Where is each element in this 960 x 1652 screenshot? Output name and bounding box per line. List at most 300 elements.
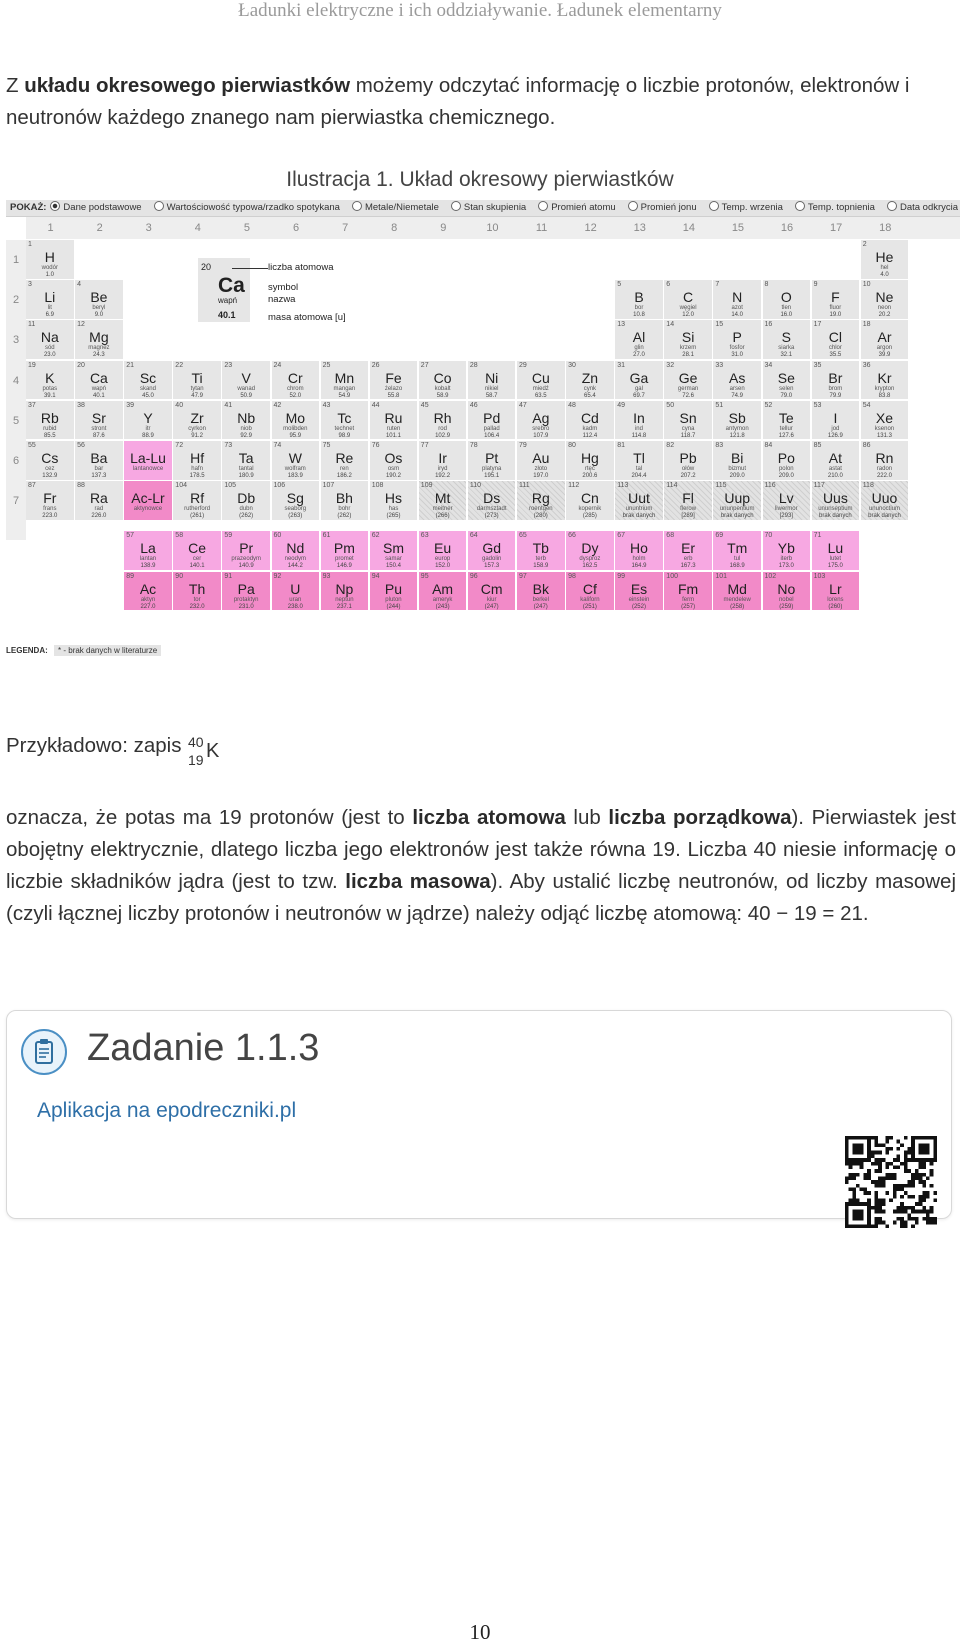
element-atomic-number: 57 — [126, 532, 134, 540]
element-symbol: W — [288, 450, 302, 466]
element-atomic-number: 34 — [764, 361, 773, 369]
element-atomic-number: 71 — [813, 532, 822, 540]
key-pointer-line — [232, 268, 268, 269]
element-mass: 183.9 — [287, 473, 303, 479]
element-mass: 45.0 — [142, 392, 154, 399]
element-cell — [664, 280, 713, 320]
element-mass: 232.0 — [189, 603, 205, 610]
element-mass: (252) — [631, 603, 646, 610]
element-mass: (262) — [337, 513, 352, 520]
element-symbol: Dy — [581, 540, 599, 557]
element-atomic-number: 80 — [568, 442, 576, 449]
element-name: ununpentium — [719, 506, 755, 513]
toolbar-radio-option[interactable]: Temp. topnienia — [795, 202, 875, 213]
group-number: 7 — [342, 222, 349, 234]
element-mass: 10.8 — [633, 312, 645, 319]
element-atomic-number: 109 — [420, 482, 433, 490]
element-mass: (263) — [288, 513, 303, 520]
element-name: gal — [634, 385, 643, 392]
element-symbol: Pb — [679, 450, 697, 466]
element-cell — [861, 481, 910, 521]
element-atomic-number: 53 — [813, 401, 822, 409]
element-symbol: Rf — [190, 490, 205, 507]
element-symbol: Xe — [875, 409, 894, 426]
element-atomic-number: 91 — [224, 572, 233, 580]
element-atomic-number: 100 — [666, 572, 678, 580]
element-name: aktyn — [140, 596, 156, 603]
element-mass: 178.5 — [189, 473, 205, 479]
element-atomic-number: 98 — [568, 572, 576, 580]
key-name: wapń — [218, 296, 238, 305]
element-atomic-number: 49 — [617, 401, 625, 409]
element-symbol: K — [206, 740, 220, 762]
element-mass: 112.4 — [582, 432, 598, 439]
element-atomic-number: 89 — [126, 572, 134, 580]
element-name: tal — [635, 466, 643, 472]
element-name: ołów — [681, 466, 695, 472]
element-atomic-number: 41 — [224, 401, 233, 409]
element-name: protaktyn — [233, 596, 259, 603]
element-symbol: Ga — [629, 369, 649, 386]
element-cell — [861, 320, 910, 360]
element-cell — [615, 320, 664, 360]
element-symbol: Hf — [190, 450, 205, 466]
element-symbol: Ds — [483, 490, 501, 507]
element-cell — [763, 320, 812, 360]
element-cell — [173, 572, 222, 612]
element-cell — [173, 481, 222, 521]
element-name: chrom — [286, 385, 304, 392]
toolbar-radio-option[interactable]: Promień jonu — [628, 202, 697, 213]
bold-term: liczba porządkowa — [608, 806, 792, 829]
element-mass: brak danych — [720, 513, 754, 520]
element-name: brom — [828, 385, 843, 392]
element-name: rad — [94, 506, 104, 513]
element-cell — [173, 401, 222, 441]
element-atomic-number: 52 — [764, 401, 773, 409]
element-symbol: Eu — [434, 540, 452, 557]
element-symbol: Gd — [482, 540, 502, 557]
element-symbol: Ne — [875, 289, 894, 306]
element-atomic-number: 88 — [77, 482, 85, 490]
element-cell — [26, 320, 75, 360]
element-cell — [566, 481, 615, 521]
element-atomic-number: 27 — [420, 361, 429, 369]
element-mass: 186.2 — [336, 473, 352, 479]
toolbar-radio-option[interactable]: Dane podstawowe — [50, 202, 141, 213]
element-name: tul — [734, 556, 741, 563]
toolbar-radio-option[interactable]: Temp. wrzenia — [709, 202, 783, 213]
element-mass: 127.6 — [778, 432, 794, 439]
element-atomic-number: 24 — [273, 361, 282, 369]
toolbar-radio-option[interactable]: Data odkrycia — [887, 202, 958, 213]
body-text: lub — [565, 806, 609, 829]
element-name: neon — [877, 305, 892, 312]
element-mass: 24.3 — [93, 352, 105, 359]
element-mass: 222.0 — [876, 473, 892, 479]
element-atomic-number: 118 — [862, 482, 874, 490]
element-mass: 210.0 — [827, 473, 843, 479]
element-name: ksenon — [874, 425, 895, 432]
element-cell — [75, 401, 124, 441]
element-mass: 20.2 — [878, 312, 891, 319]
element-mass: (261) — [190, 513, 205, 520]
toolbar-radio-option[interactable]: Wartościowość typowa/rzadko spotykana — [154, 202, 340, 213]
element-cell — [812, 401, 861, 441]
element-atomic-number: 108 — [371, 482, 384, 490]
element-cell — [272, 441, 321, 481]
element-name: srebro — [532, 425, 550, 432]
element-symbol: Sb — [728, 409, 746, 426]
element-cell — [26, 280, 75, 320]
element-cell — [173, 531, 222, 571]
element-symbol: Hg — [580, 450, 599, 466]
period-header-column — [6, 240, 26, 540]
element-atomic-number: 17 — [813, 321, 822, 329]
element-name: bor — [634, 305, 644, 312]
element-cell — [615, 361, 664, 401]
element-key — [198, 258, 360, 322]
element-mass: 131.3 — [876, 432, 892, 439]
element-name: samar — [385, 556, 402, 563]
element-cell — [517, 572, 566, 612]
element-mass: 231.0 — [238, 603, 254, 610]
element-mass: 192.2 — [435, 473, 451, 479]
element-atomic-number: 39 — [126, 401, 134, 409]
element-cell — [222, 572, 271, 612]
element-mass: (257) — [681, 603, 696, 610]
element-cell — [615, 531, 664, 571]
element-mass: 74.9 — [731, 392, 744, 399]
element-mass: 23.0 — [43, 352, 56, 359]
element-mass: 27.0 — [633, 352, 645, 359]
element-mass: brak danych — [868, 513, 901, 520]
element-symbol: H — [44, 249, 55, 265]
element-name: german — [677, 385, 699, 392]
element-cell — [173, 361, 222, 401]
element-symbol: Fr — [43, 490, 57, 507]
table-legend — [6, 645, 161, 656]
element-symbol: K — [45, 369, 55, 386]
element-mass: 164.9 — [631, 563, 647, 570]
app-link[interactable]: Aplikacja na epodreczniki.pl — [37, 1099, 297, 1122]
element-mass: 39.1 — [43, 392, 56, 399]
element-cell — [124, 572, 173, 612]
element-name: has — [388, 506, 399, 513]
element-mass: (243) — [435, 603, 450, 610]
element-atomic-number: 93 — [322, 572, 331, 580]
element-name: technet — [334, 425, 355, 432]
element-cell — [419, 531, 468, 571]
toolbar-radio-option[interactable]: Promień atomu — [538, 202, 615, 213]
element-name: rubid — [43, 425, 57, 432]
element-symbol: P — [732, 329, 742, 346]
element-name: tor — [193, 596, 201, 603]
element-name: gadolin — [482, 556, 502, 563]
element-atomic-number: 42 — [273, 401, 282, 409]
element-atomic-number: 58 — [175, 532, 184, 540]
element-atomic-number: 30 — [568, 361, 576, 369]
element-symbol: Y — [143, 409, 153, 426]
element-mass: 54.9 — [338, 392, 351, 399]
element-cell — [566, 401, 615, 441]
element-mass: 9.0 — [94, 312, 104, 319]
element-mass: (251) — [582, 603, 597, 610]
element-cell — [713, 401, 762, 441]
element-symbol: He — [875, 249, 894, 265]
element-symbol: Ca — [89, 369, 108, 386]
element-cell — [861, 361, 910, 401]
element-name: argon — [876, 345, 893, 352]
element-symbol: Zr — [190, 409, 204, 426]
element-cell — [468, 441, 517, 481]
group-number: 17 — [830, 222, 843, 234]
element-name: potas — [42, 385, 58, 392]
element-atomic-number: 45 — [420, 401, 429, 409]
element-mass: 92.9 — [240, 432, 253, 439]
element-mass: 106.4 — [484, 432, 500, 439]
element-name: osm — [387, 466, 400, 472]
element-cell — [664, 481, 713, 521]
element-cell — [468, 572, 517, 612]
element-cell — [321, 361, 370, 401]
element-mass: 63.5 — [534, 392, 547, 399]
element-atomic-number: 66 — [568, 532, 576, 540]
period-number: 7 — [12, 495, 20, 508]
group-number: 14 — [682, 222, 695, 234]
element-name: beryl — [92, 305, 106, 312]
element-mass: 157.3 — [484, 563, 500, 570]
group-number: 16 — [780, 222, 794, 234]
element-cell — [812, 441, 861, 481]
element-symbol: Pr — [239, 540, 254, 557]
key-symbol: Ca — [218, 274, 245, 297]
element-cell — [664, 401, 713, 441]
element-symbol: Fl — [682, 490, 694, 507]
element-atomic-number: 51 — [715, 401, 724, 409]
element-mass: 50.9 — [240, 392, 253, 399]
element-atomic-number: 37 — [28, 401, 36, 409]
element-mass: 150.4 — [385, 563, 401, 570]
group-number: 9 — [440, 222, 447, 234]
element-name: cez — [45, 466, 55, 472]
element-symbol: Pt — [485, 450, 499, 466]
element-cell — [370, 572, 419, 612]
element-symbol: Mg — [89, 329, 109, 346]
element-mass: 32.1 — [780, 352, 793, 359]
element-symbol: Md — [727, 580, 747, 597]
element-mass: (273) — [484, 513, 499, 520]
element-cell — [812, 572, 861, 612]
element-name: węgiel — [679, 305, 697, 312]
element-symbol: Uus — [822, 490, 848, 507]
element-cell — [124, 481, 173, 521]
element-mass: 4.0 — [880, 272, 889, 278]
element-cell — [26, 401, 75, 441]
element-symbol: Cs — [41, 450, 59, 466]
element-cell — [419, 441, 468, 481]
element-symbol: C — [683, 289, 694, 306]
element-symbol: Tc — [337, 409, 352, 426]
element-atomic-number: 18 — [862, 321, 871, 329]
element-symbol: Nd — [286, 540, 305, 557]
element-name: radon — [876, 466, 893, 472]
period-number: 2 — [12, 294, 20, 307]
element-name: rod — [438, 425, 447, 432]
element-symbol: Rn — [875, 450, 894, 466]
element-symbol: Uuo — [871, 490, 898, 507]
toolbar-radio-option[interactable]: Metale/Niemetale — [352, 202, 439, 213]
element-cell — [763, 361, 812, 401]
period-number: 5 — [12, 414, 20, 427]
element-atomic-number: 113 — [617, 482, 629, 490]
element-name: rtęć — [584, 466, 595, 472]
element-name: flerow — [680, 506, 697, 513]
element-name: polon — [778, 466, 794, 472]
element-cell — [75, 280, 124, 320]
element-name: nikiel — [484, 385, 499, 392]
element-cell — [75, 320, 124, 360]
group-number: 2 — [96, 222, 103, 234]
element-atomic-number: 102 — [764, 572, 777, 580]
element-symbol: Ag — [532, 409, 550, 426]
key-label-name: nazwa — [268, 294, 296, 305]
key-number: 20 — [201, 262, 212, 272]
element-name: einstein — [628, 596, 650, 603]
element-name: molibden — [283, 425, 308, 432]
element-mass: 58.7 — [485, 392, 498, 399]
element-atomic-number: 60 — [273, 532, 282, 540]
element-mass: 237.1 — [336, 603, 352, 610]
element-atomic-number: 19 — [28, 361, 36, 369]
element-cell — [272, 481, 321, 521]
element-atomic-number: 84 — [764, 442, 773, 449]
explanation-paragraph — [6, 802, 956, 930]
element-mass: (266) — [435, 513, 450, 520]
element-name: neodym — [284, 556, 306, 563]
element-atomic-number: 21 — [126, 361, 134, 369]
element-mass: 40.1 — [93, 392, 105, 399]
element-atomic-number: 54 — [862, 401, 871, 409]
element-cell — [566, 361, 615, 401]
element-symbol: Db — [237, 490, 256, 507]
element-symbol: Tb — [532, 540, 549, 557]
element-cell — [713, 280, 762, 320]
element-atomic-number: 31 — [617, 361, 625, 369]
period-number: 1 — [12, 254, 20, 266]
element-mass: 102.9 — [435, 432, 451, 439]
group-number: 3 — [145, 222, 152, 234]
element-symbol: Uup — [724, 490, 751, 507]
element-symbol: Nb — [237, 409, 256, 426]
element-symbol: Mn — [334, 369, 355, 386]
element-cell — [26, 240, 75, 280]
group-number: 18 — [879, 222, 892, 234]
group-number: 1 — [47, 222, 54, 234]
key-label-number: liczba atomowa — [268, 262, 334, 273]
element-atomic-number: 73 — [224, 442, 233, 449]
running-header: Ładunki elektryczne i ich oddziaływanie. Ładunek elementarny — [238, 0, 722, 21]
element-atomic-number: 23 — [224, 361, 233, 369]
element-atomic-number: 69 — [715, 532, 724, 540]
element-cell — [370, 401, 419, 441]
element-symbol: Bh — [335, 490, 353, 507]
element-symbol: F — [831, 289, 840, 306]
element-atomic-number: 32 — [666, 361, 675, 369]
element-cell — [566, 441, 615, 481]
element-name: ind — [634, 425, 643, 432]
element-symbol: La — [140, 540, 156, 557]
element-name: itr — [145, 425, 151, 432]
element-symbol: Cf — [582, 580, 597, 597]
element-atomic-number: 61 — [322, 532, 331, 540]
element-name: selen — [779, 385, 794, 392]
element-mass: 197.0 — [533, 473, 549, 479]
element-symbol: Mt — [434, 490, 451, 507]
element-mass: 190.2 — [385, 473, 401, 479]
periodic-table-toolbar — [6, 200, 960, 217]
element-atomic-number: 101 — [715, 572, 728, 580]
element-atomic-number: 22 — [175, 361, 184, 369]
element-mass: 101.1 — [385, 432, 401, 439]
element-cell — [664, 572, 713, 612]
element-name: neptun — [335, 596, 354, 603]
element-mass: [293] — [779, 513, 793, 520]
element-atomic-number: 87 — [28, 482, 36, 490]
element-cell — [615, 401, 664, 441]
element-mass: 39.9 — [878, 352, 891, 359]
group-number: 12 — [584, 222, 597, 234]
element-atomic-number: 12 — [77, 321, 85, 329]
element-mass: 152.0 — [435, 563, 451, 570]
element-mass: 55.8 — [387, 392, 400, 399]
element-atomic-number: 20 — [77, 361, 85, 369]
element-name: niob — [240, 425, 252, 432]
element-name: liwermor — [774, 506, 798, 513]
element-name: wanad — [237, 385, 256, 392]
element-symbol: Tl — [633, 450, 645, 466]
bold-term: liczba masowa — [345, 870, 491, 893]
element-cell — [419, 361, 468, 401]
element-atomic-number: 50 — [666, 401, 675, 409]
element-atomic-number: 85 — [813, 442, 822, 449]
element-cell — [321, 441, 370, 481]
element-mass: (280) — [533, 513, 548, 520]
element-cell — [468, 361, 517, 401]
element-name: ruten — [386, 425, 401, 432]
element-symbol: Am — [432, 580, 454, 597]
element-atomic-number: 110 — [469, 482, 482, 490]
element-cell — [517, 531, 566, 571]
element-atomic-number: 83 — [715, 442, 724, 449]
element-symbol: Rb — [40, 409, 59, 426]
element-name: wolfram — [284, 466, 306, 472]
element-cell — [272, 401, 321, 441]
element-symbol: Pu — [384, 580, 403, 597]
element-mass: 85.5 — [43, 432, 56, 439]
task-card — [6, 1010, 952, 1219]
body-text: ). Aby ustalić liczbę neutronów, od liczby masowej (czyli łącznej liczby protonów i neutronów w jądrze) należy odjąć liczbę atomową: 40 − 19 = 21. — [6, 870, 956, 925]
element-symbol: Cr — [287, 369, 303, 386]
element-atomic-number: 1 — [28, 241, 32, 248]
element-name: bar — [94, 466, 104, 472]
toolbar-radio-option[interactable]: Stan skupienia — [451, 202, 526, 213]
element-name: dubn — [239, 506, 253, 513]
period-number: 4 — [12, 374, 20, 387]
element-symbol: Al — [632, 329, 646, 346]
element-symbol: Sr — [91, 409, 106, 426]
element-atomic-number: 92 — [273, 572, 282, 580]
